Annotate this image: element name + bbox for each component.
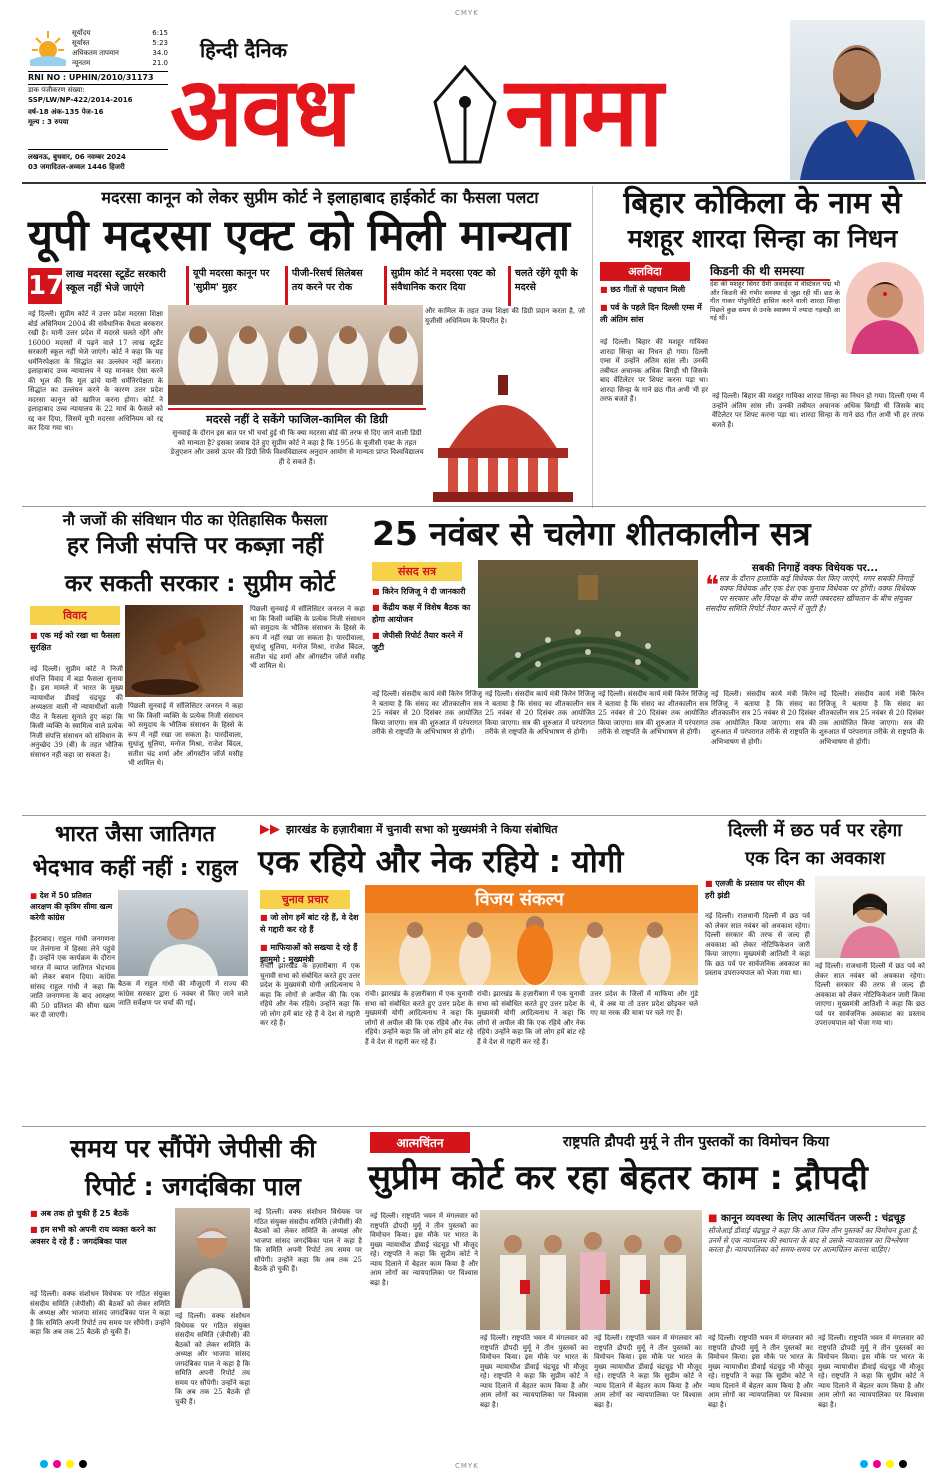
sharda-kidney: किडनी की थी समस्या	[710, 262, 830, 281]
parliament-photo	[478, 560, 698, 688]
sharda-photo	[846, 262, 924, 354]
highlight-box: चलते रहेंगे यूपी के मदरसे	[508, 266, 586, 306]
price: मूल्य : 3 रुपया	[28, 118, 69, 126]
rahul-headline-1: भारत जैसा जातिगत	[54, 822, 216, 847]
rahul-body-2: बैठक में राहुल गांधी की मौजूदगी में राज्य की कांग्रेस सरकार द्वारा 6 नवंबर से किए जाने वाले जाति सर्वेक्षण पर चर्चा की गई।	[118, 980, 248, 1007]
bullet-item: ■ पर्व के पहले दिन दिल्ली एम्स में ली अंतिम सांस	[600, 302, 702, 326]
murmu-tag: आत्मचिंतन	[370, 1132, 470, 1153]
sharda-body: नई दिल्ली। बिहार की मशहूर गायिका शारदा सिन्हा का निधन हो गया। दिल्ली एम्स में उन्होंने अंतिम सांस ली। उनकी तबीयत अचानक अधिक बिगड़ी थी जिसके बाद वेंटिलेटर पर शिफ्ट करना पड़ा था। शारदा सिन्हा के गाने छठ गीत अभी भी हर तरफ बजते हैं।	[600, 338, 708, 403]
color-registration	[40, 1460, 87, 1468]
arrow-icon: ▶▶	[260, 822, 280, 837]
caption-title: मदरसे नहीं दे सकेंगे फाजिल-कामिल की डिग्री	[206, 413, 388, 426]
bullet-item: ■ अब तक हो चुकी हैं 25 बैठकें	[30, 1208, 170, 1220]
quote-icon: ❝	[705, 574, 719, 601]
jpc-body: नई दिल्ली। वक्फ संशोधन विधेयक पर गठित संयुक्त संसदीय समिति (जेपीसी) की बैठकों को लेकर समिति के अध्यक्ष और भाजपा सांसद जगदंबिका पाल ने कहा है कि समिति अपनी रिपोर्ट तय समय पर सौंपेगी। उन्होंने कहा कि अब तक 25 बैठकें हो चुकी हैं।	[30, 1290, 170, 1336]
jagdambika-photo	[175, 1208, 250, 1308]
winter-quote: ❝ सत्र के दौरान हालांकि कई विधेयक पेश किए जाएंगे, मगर सबकी निगाहें वक्फ विधेयक और एक देश एक चुनाव विधेयक पर होंगी। वक्फ विधेयक पर सरकार और विपक्ष के बीच जारी जबरदस्त खींचतान के बीच संयुक्त संसदीय समिति रिपोर्ट तैयार करने में जुटी है।	[705, 574, 916, 613]
sharda-body-2: नई दिल्ली। बिहार की मशहूर गायिका शारदा सिन्हा का निधन हो गया। दिल्ली एम्स में उन्होंने अंतिम सांस ली। उनकी तबीयत अचानक अधिक बिगड़ी थी जिसके बाद वेंटिलेटर पर शिफ्ट करना पड़ा था। शारदा सिन्हा के गाने छठ गीत अभी भी हर तरफ बजते हैं।	[712, 392, 924, 429]
bullet-item: ■ जेपीसी रिपोर्ट तैयार करने में जुटी	[372, 630, 472, 654]
winter-bullets	[372, 586, 472, 654]
madrasa-photo	[168, 305, 423, 405]
property-kicker: नौ जजों की संविधान पीठ का ऐतिहासिक फैसला	[62, 511, 328, 529]
masthead-logo	[170, 52, 780, 172]
winter-tag: संसद सत्र	[372, 562, 462, 581]
bullet-item: ■ किरेन रिजिजू ने दी जानकारी	[372, 586, 472, 598]
sharda-headline-2: मशहूर शारदा सिन्हा का निधन	[627, 224, 898, 253]
jpc-body-3: नई दिल्ली। वक्फ संशोधन विधेयक पर गठित संयुक्त संसदीय समिति (जेपीसी) की बैठकों को लेकर समिति के अध्यक्ष और भाजपा सांसद जगदंबिका पाल ने कहा है कि समिति अपनी रिपोर्ट तय समय पर सौंपेगी। उन्होंने कहा कि अब तक 25 बैठकें हो चुकी हैं।	[254, 1208, 362, 1273]
rni-number: RNI NO : UPHIN/2010/31173	[28, 71, 168, 85]
highlight-box: सुप्रीम कोर्ट ने मदरसा एक्ट को संवैधानिक करार दिया	[384, 266, 504, 306]
color-registration	[860, 1460, 907, 1468]
year-issue: वर्ष-18 अंक-135 पेज-16	[28, 108, 104, 116]
madrasa-number: 17	[28, 268, 62, 304]
madrasa-body: नई दिल्ली। सुप्रीम कोर्ट ने उत्तर प्रदेश मदरसा शिक्षा बोर्ड अधिनियम 2004 की संवैधानिक वैधता बरकरार रखी है। यानी उत्तर प्रदेश में मदरसे चलते रहेंगे और 16000 मदरसों में पढ़ने वाले 17 लाख स्टूडेंट सरकारी स्कूल नहीं भेजे जाएंगे। कोर्ट ने कहा कि यह धर्मनिरपेक्षता के सिद्धांत का उल्लंघन नहीं करता। इलाहाबाद उच्च न्यायालय ने यह मानकर ऐसा करने की भूल की कि मूल ढांचे यानी धर्मनिरपेक्षता के सिद्धांत का उल्लंघन करने के कारण उत्तर प्रदेश मदरसा कानून को खारिज करना होगा। कोर्ट ने इलाहाबाद उच्च न्यायालय के 22 मार्च के फैसले को रद्द कर दिया, जिसमें यूपी मदरसा अधिनियम को रद्द कर दिया गया था।	[28, 310, 163, 432]
jpc-bullets	[30, 1208, 170, 1248]
masthead-title-right: नामा	[505, 56, 662, 168]
highlight-box: पीजी-रिसर्च सिलेबस तय करने पर रोक	[285, 266, 380, 306]
masthead-info	[28, 28, 168, 172]
murmu-photo	[480, 1210, 702, 1330]
yogi-headline: एक रहिये और नेक रहिये : योगी	[258, 844, 624, 880]
property-headline-1: हर निजी संपत्ति पर कब्ज़ा नहीं	[66, 533, 324, 559]
murmu-body-4: नई दिल्ली। राष्ट्रपति भवन में मंगलवार को राष्ट्रपति द्रौपदी मुर्मू ने तीन पुस्तकों का विमोचन किया। इस मौके पर भारत के मुख्य न्यायाधीश डीवाई चंद्रचूड़ भी मौजूद रहे। राष्ट्रपति ने कहा कि सुप्रीम कोर्ट ने न्याय दिलाने में बेहतर काम किया है और आम लोगों का न्यायपालिका पर विश्वास बढ़ा है।	[708, 1334, 813, 1409]
weather-value: 21.0	[152, 59, 168, 67]
jpc-headline-1: समय पर सौंपेंगे जेपीसी की	[70, 1134, 316, 1163]
murmu-side-kicker: ■ कानून व्यवस्था के लिए आत्मचिंतन जरूरी : चंद्रचूड़	[708, 1213, 906, 1224]
postal-label: डाक पंजीकरण संख्या:	[28, 86, 85, 94]
rahul-bullet: ■ देश में 50 प्रतिशत आरक्षण की कृत्रिम सीमा खत्म करेगी कांग्रेस	[30, 890, 115, 923]
murmu-kicker: राष्ट्रपति द्रौपदी मुर्मू ने तीन पुस्तकों का विमोचन किया	[562, 1134, 830, 1150]
jpc-headline-2: रिपोर्ट : जगदंबिका पाल	[84, 1172, 302, 1201]
yogi-body-3: रांची। झारखंड के हज़ारीबाग़ में एक चुनावी सभा को संबोधित करते हुए उत्तर प्रदेश के मुख्यमंत्री योगी आदित्यनाथ ने कहा कि लोगों से अपील की कि एक रहिये और नेक रहिये। उन्होंने कहा कि जो लोग हमें बांट रहे हैं वे देश से गद्दारी कर रहे हैं।	[477, 990, 585, 1046]
madrasa-highlight-boxes	[186, 266, 586, 306]
print-mark-bottom: CMYK	[455, 1462, 479, 1470]
masthead-tagline: हिन्दी दैनिक	[200, 38, 288, 62]
murmu-body: नई दिल्ली। राष्ट्रपति भवन में मंगलवार को राष्ट्रपति द्रौपदी मुर्मू ने तीन पुस्तकों का विमोचन किया। इस मौके पर भारत के मुख्य न्यायाधीश डीवाई चंद्रचूड़ भी मौजूद रहे। राष्ट्रपति ने कहा कि सुप्रीम कोर्ट ने न्याय दिलाने में बेहतर काम किया है और आम लोगों का न्यायपालिका पर विश्वास बढ़ा है।	[370, 1212, 478, 1287]
yogi-kicker-row	[260, 822, 680, 837]
property-body-col2: पिछली सुनवाई में सॉलिसिटर जनरल ने कहा था कि किसी व्यक्ति के प्रत्येक निजी संसाधन को समुदाय के भौतिक संसाधन के हिस्से के रूप में नहीं रखा जा सकता है। पारदीवाला, सुधांशु धूलिया, मनोज मिश्रा, राजेश बिंदल, सतीश चंद्र शर्मा और ऑगस्टीन जॉर्ज मसीह भी शामिल थे।	[128, 702, 243, 767]
yogi-bullets	[260, 912, 360, 966]
weather-value: 6:15	[152, 29, 168, 37]
postal-number: SSP/LW/NP-422/2014-2016	[28, 96, 133, 104]
property-headline-2: कर सकती सरकार : सुप्रीम कोर्ट	[64, 571, 336, 597]
madrasa-kicker: मदरसा कानून को लेकर सुप्रीम कोर्ट ने इलाहाबाद हाईकोर्ट का फैसला पलटा	[101, 188, 539, 207]
winter-body-4: नई दिल्ली। संसदीय कार्य मंत्री किरेन रिजिजू ने बताया है कि संसद का शीतकालीन सत्र 25 नवंबर से 20 दिसंबर तक आयोजित किया जाएगा। सत्र की शुरुआत में परंपरागत तरीके से राष्ट्रपति के अभिभाषण से होगी।	[711, 690, 816, 746]
murmu-side-body: सीजेआई डीवाई चंद्रचूड़ ने कहा कि आज जिन तीन पुस्तकों का विमोचन हुआ है, उनमें से एक न्यायालय की स्थापना के बाद से उसके न्यायशास्त्र का विश्लेषण करता है। न्यायपालिका को समय-समय पर आत्मचिंतन करना चाहिए।	[708, 1226, 919, 1254]
chhath-body: नई दिल्ली। राजधानी दिल्ली में छठ पर्व को लेकर सात नवंबर को अवकाश रहेगा। दिल्ली सरकार की तरफ से जल्द ही अवकाश को लेकर नोटिफिकेशन जारी किया जाएगा। मुख्यमंत्री आतिशी ने कहा कि छठ पर्व पर सार्वजनिक अवकाश का प्रस्ताव उपराज्यपाल को भेजा गया था।	[705, 912, 810, 977]
property-body: नई दिल्ली। सुप्रीम कोर्ट ने निजी संपत्ति विवाद में बड़ा फैसला सुनाया है। इस मामले में भारत के मुख्य न्यायाधीश डीवाई चंद्रचूड़ की अध्यक्षता वाली नौ न्यायाधीशों वाली पीठ ने फैसला सुनाते हुए कहा कि किसी व्यक्ति के स्वामित्व वाले प्रत्येक निजी संपत्ति संसाधन को संविधान के अनुच्छेद 39 (बी) के तहत भौतिक संसाधन नहीं कहा जा सकता है।	[30, 665, 123, 759]
weather-value: 5:23	[152, 39, 168, 47]
weather-value: 34.0	[152, 49, 168, 57]
sharda-intro: देश की मशहूर सिंगर ग्रैमी अवार्ड्स में वेस्टिवल पद्म भी और किडनी की गंभीर समस्या से जूझ रही थीं। छठ के गीत गाकर पॉपुलैरिटी हासिल करने वाली शारदा सिन्हा पिछले कुछ समय से उनके स्वास्थ्य में ज्यादा गड़बड़ी आ गई थीं।	[710, 280, 840, 322]
winter-headline: 25 नवंबर से चलेगा शीतकालीन सत्र	[372, 514, 811, 553]
masthead-title-left: अवध	[170, 56, 350, 168]
square-icon: ■	[708, 1213, 721, 1224]
property-body-col3: पिछली सुनवाई में सॉलिसिटर जनरल ने कहा था कि किसी व्यक्ति के प्रत्येक निजी संसाधन को समुदाय के भौतिक संसाधन के हिस्से के रूप में नहीं रखा जा सकता है। पारदीवाला, सुधांशु धूलिया, मनोज मिश्रा, राजेश बिंदल, सतीश चंद्र शर्मा और ऑगस्टीन जॉर्ज मसीह भी शामिल थे।	[250, 605, 365, 670]
chhath-headline-2: एक दिन का अवकाश	[745, 848, 885, 869]
murmu-headline: सुप्रीम कोर्ट कर रहा बेहतर काम : द्रौपदी	[368, 1158, 868, 1198]
gavel-photo	[125, 605, 243, 697]
madrasa-photo-caption	[168, 408, 426, 502]
winter-side-kicker: सबकी निगाहें वक्फ विधेयक पर...	[751, 563, 879, 574]
property-bullet: ■ एक मई को रखा था फैसला सुरक्षित	[30, 630, 120, 654]
rahul-photo	[118, 890, 248, 976]
winter-body-2: नई दिल्ली। संसदीय कार्य मंत्री किरेन रिजिजू ने बताया है कि संसद का शीतकालीन सत्र 25 नवंबर से 20 दिसंबर तक आयोजित किया जाएगा। सत्र की शुरुआत में परंपरागत तरीके से राष्ट्रपति के अभिभाषण से होगी।	[485, 690, 595, 736]
dateline: लखनऊ, बुधवार, 06 नवम्बर 2024	[28, 149, 168, 162]
hijri-date: 03 जमादिउल-अव्वल 1446 हिजरी	[28, 163, 125, 171]
print-mark: CMYK	[455, 9, 479, 17]
weather-label: सूर्योदय	[72, 29, 91, 37]
murmu-body-3: नई दिल्ली। राष्ट्रपति भवन में मंगलवार को राष्ट्रपति द्रौपदी मुर्मू ने तीन पुस्तकों का विमोचन किया। इस मौके पर भारत के मुख्य न्यायाधीश डीवाई चंद्रचूड़ भी मौजूद रहे। राष्ट्रपति ने कहा कि सुप्रीम कोर्ट ने न्याय दिलाने में बेहतर काम किया है और आम लोगों का न्यायपालिका पर विश्वास बढ़ा है।	[594, 1334, 702, 1409]
sharda-bullets	[600, 284, 702, 326]
yogi-tag: चुनाव प्रचार	[260, 890, 350, 909]
masthead-photo	[790, 20, 925, 180]
murmu-body-5: नई दिल्ली। राष्ट्रपति भवन में मंगलवार को राष्ट्रपति द्रौपदी मुर्मू ने तीन पुस्तकों का विमोचन किया। इस मौके पर भारत के मुख्य न्यायाधीश डीवाई चंद्रचूड़ भी मौजूद रहे। राष्ट्रपति ने कहा कि सुप्रीम कोर्ट ने न्याय दिलाने में बेहतर काम किया है और आम लोगों का न्यायपालिका पर विश्वास बढ़ा है।	[818, 1334, 924, 1409]
highlight-box: यूपी मदरसा कानून पर 'सुप्रीम' मुहर	[186, 266, 281, 306]
weather-label: सूर्यास्त	[72, 39, 90, 47]
rally-banner: विजय संकल्प	[475, 889, 564, 910]
bullet-item: ■ माफियाओं को सख्त्या दे रहे हैं झामुमो : मुख्यमंत्री	[260, 942, 360, 966]
sharda-tag: अलविदा	[600, 262, 690, 281]
bullet-item: ■ जो लोग हमें बांट रहे हैं, वे देश से गद्दारी कर रहे हैं	[260, 912, 360, 936]
supreme-court-illustration	[428, 340, 578, 502]
property-tag: विवाद	[30, 606, 120, 625]
winter-body: नई दिल्ली। संसदीय कार्य मंत्री किरेन रिजिजू ने बताया है कि संसद का शीतकालीन सत्र 25 नवंबर से 20 दिसंबर तक आयोजित किया जाएगा। सत्र की शुरुआत में परंपरागत तरीके से राष्ट्रपति के अभिभाषण से होगी।	[372, 690, 482, 736]
madrasa-number-text: लाख मदरसा स्टूडेंट सरकारी स्कूल नहीं भेजे जाएंगे	[66, 269, 166, 294]
bullet-item: ■ हम सभी को अपनी राय व्यक्त करने का अवसर दे रहे हैं : जगदंबिका पाल	[30, 1224, 170, 1248]
bullet-item: ■ केंद्रीय कक्ष में विशेष बैठक का होगा आयोजन	[372, 602, 472, 626]
weather-label: न्यूनतम	[72, 59, 91, 67]
jpc-body-2: नई दिल्ली। वक्फ संशोधन विधेयक पर गठित संयुक्त संसदीय समिति (जेपीसी) की बैठकों को लेकर समिति के अध्यक्ष और भाजपा सांसद जगदंबिका पाल ने कहा है कि समिति अपनी रिपोर्ट तय समय पर सौंपेगी। उन्होंने कहा कि अब तक 25 बैठकें हो चुकी हैं।	[175, 1312, 250, 1406]
sun-icon	[28, 28, 68, 66]
rahul-headline-2: भेदभाव कहीं नहीं : राहुल	[32, 856, 238, 881]
madrasa-headline: यूपी मदरसा एक्ट को मिली मान्यता	[28, 211, 571, 261]
yogi-body: रांची। झारखंड के हज़ारीबाग़ में एक चुनावी सभा को संबोधित करते हुए उत्तर प्रदेश के मुख्यमंत्री योगी आदित्यनाथ ने कहा कि लोगों से अपील की कि एक रहिये और नेक रहिये। उन्होंने कहा कि जो लोग हमें बांट रहे हैं वे देश से गद्दारी कर रहे हैं।	[260, 962, 360, 1027]
atishi-photo	[815, 876, 925, 958]
chhath-headline-1: दिल्ली में छठ पर्व पर रहेगा	[728, 820, 902, 841]
bullet-item: ■ छठ गीतों से पहचान मिली	[600, 284, 702, 296]
madrasa-side-text: और कामिल के तहत उच्च शिक्षा की डिग्री प्रदान करता है, जो यूजीसी अधिनियम के विपरीत है।	[425, 307, 585, 325]
rahul-body: हैदराबाद। राहुल गांधी जनगणना पर तेलंगाना में हिस्सा लेने पहुंचे हैं। उन्होंने एक कार्यक्रम के दौरान भारत में व्याप्त जातिगत भेदभाव को लेकर बयान दिया। कांग्रेस सांसद राहुल गांधी ने कहा कि जाति जनगणना के बाद आरक्षण की 50 प्रतिशत की सीमा खत्म कर दी जाएगी।	[30, 935, 115, 1019]
yogi-rally-photo	[365, 885, 698, 985]
pen-nib-icon	[425, 62, 505, 172]
yogi-body-4: उत्तर प्रदेश के जिलों में माफिया और गुंडे थे, वे अब या तो उत्तर प्रदेश छोड़कर चले गए या नरक की यात्रा पर चले गए हैं।	[590, 990, 698, 1017]
winter-body-5: नई दिल्ली। संसदीय कार्य मंत्री किरेन रिजिजू ने बताया है कि संसद का शीतकालीन सत्र 25 नवंबर से 20 दिसंबर तक आयोजित किया जाएगा। सत्र की शुरुआत में परंपरागत तरीके से राष्ट्रपति के अभिभाषण से होगी।	[819, 690, 924, 746]
chhath-bullet: ■ एलजी के प्रस्ताव पर सीएम की हरी झंडी	[705, 878, 810, 902]
murmu-body-2: नई दिल्ली। राष्ट्रपति भवन में मंगलवार को राष्ट्रपति द्रौपदी मुर्मू ने तीन पुस्तकों का विमोचन किया। इस मौके पर भारत के मुख्य न्यायाधीश डीवाई चंद्रचूड़ भी मौजूद रहे। राष्ट्रपति ने कहा कि सुप्रीम कोर्ट ने न्याय दिलाने में बेहतर काम किया है और आम लोगों का न्यायपालिका पर विश्वास बढ़ा है।	[480, 1334, 588, 1409]
sharda-headline-1: बिहार कोकिला के नाम से	[623, 186, 902, 221]
yogi-body-2: रांची। झारखंड के हज़ारीबाग़ में एक चुनावी सभा को संबोधित करते हुए उत्तर प्रदेश के मुख्यमंत्री योगी आदित्यनाथ ने कहा कि लोगों से अपील की कि एक रहिये और नेक रहिये। उन्होंने कहा कि जो लोग हमें बांट रहे हैं वे देश से गद्दारी कर रहे हैं।	[365, 990, 473, 1046]
yogi-kicker: झारखंड के हज़ारीबाग़ में चुनावी सभा को मुख्यमंत्री ने किया संबोधित	[286, 823, 558, 836]
caption-text: सुनवाई के दौरान इस बात पर भी चर्चा हुई थी कि क्या मदरसा बोर्ड की तरफ से दिए जाने वाली डिग्री को मान्यता है? इसका जवाब देते हुए सुप्रीम कोर्ट ने कहा है कि 1956 के यूजीसी एक्ट के तहत डेजुएशन और उससे ऊपर की डिग्री सिर्फ विश्वविद्यालय अनुदान आयोग से मान्यता प्राप्त विश्वविद्यालय ही दे सकते हैं।	[170, 429, 424, 466]
winter-body-3: नई दिल्ली। संसदीय कार्य मंत्री किरेन रिजिजू ने बताया है कि संसद का शीतकालीन सत्र 25 नवंबर से 20 दिसंबर तक आयोजित किया जाएगा। सत्र की शुरुआत में परंपरागत तरीके से राष्ट्रपति के अभिभाषण से होगी।	[598, 690, 708, 736]
chhath-body-2: नई दिल्ली। राजधानी दिल्ली में छठ पर्व को लेकर सात नवंबर को अवकाश रहेगा। दिल्ली सरकार की तरफ से जल्द ही अवकाश को लेकर नोटिफिकेशन जारी किया जाएगा। मुख्यमंत्री आतिशी ने कहा कि छठ पर्व पर सार्वजनिक अवकाश का प्रस्ताव उपराज्यपाल को भेजा गया था।	[815, 962, 925, 1027]
weather-label: अधिकतम तापमान	[72, 49, 119, 57]
